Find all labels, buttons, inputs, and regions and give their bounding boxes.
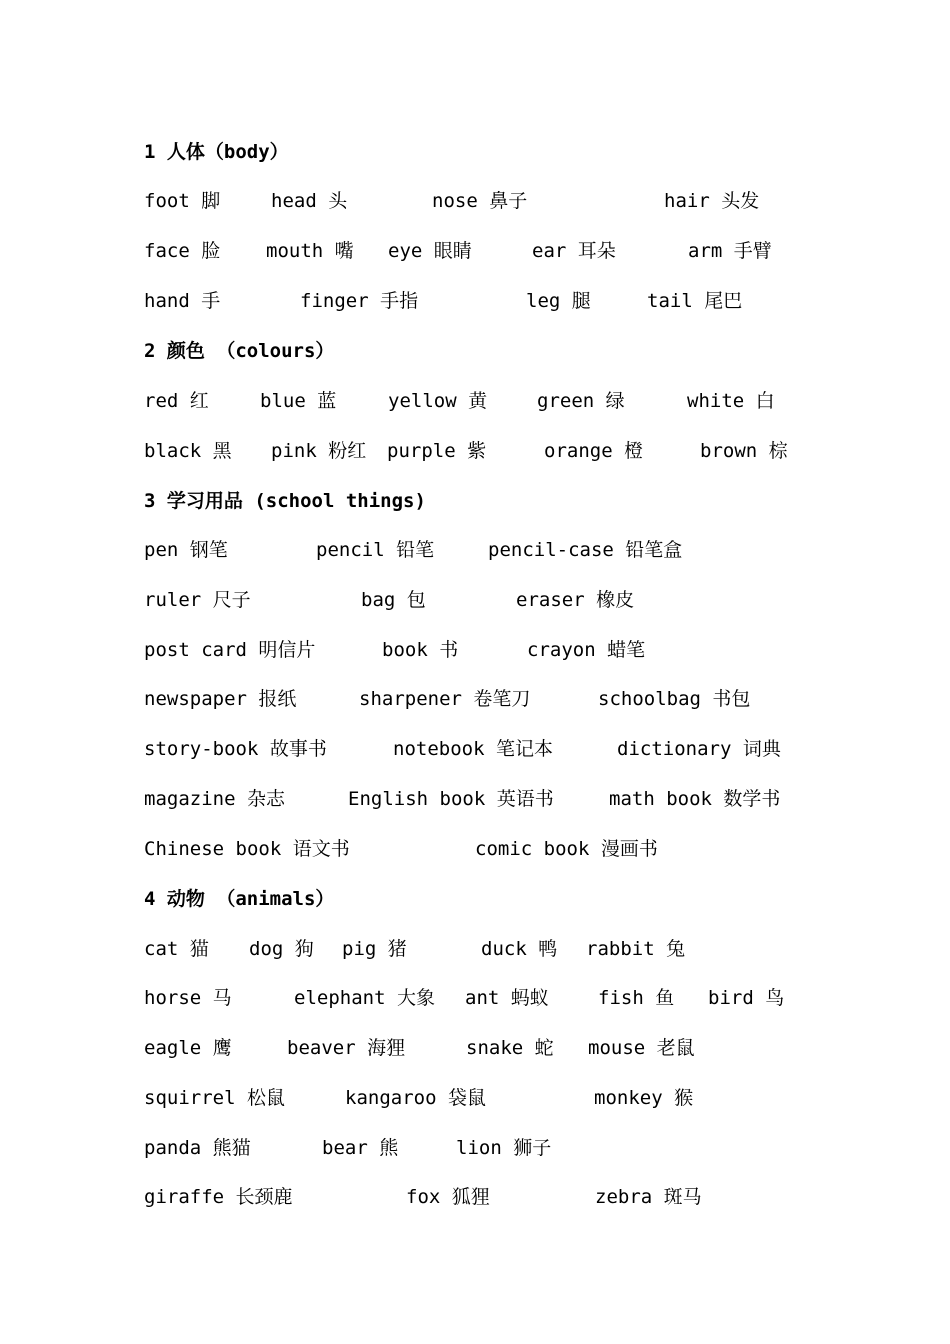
- section-heading-animals: [0, 884, 950, 914]
- word-item: eye 眼睛: [388, 240, 472, 262]
- word-item: cat 猫: [144, 938, 209, 960]
- word-row: [0, 1083, 950, 1113]
- word-row: [0, 983, 950, 1013]
- word-row: [0, 834, 950, 864]
- word-item: duck 鸭: [481, 938, 558, 960]
- word-item: schoolbag 书包: [598, 688, 751, 710]
- word-item: horse 马: [144, 987, 232, 1009]
- word-item: green 绿: [537, 390, 625, 412]
- word-item: fox 狐狸: [406, 1186, 490, 1208]
- word-item: zebra 斑马: [595, 1186, 702, 1208]
- word-item: bear 熊: [322, 1137, 399, 1159]
- word-item: brown 棕: [700, 440, 788, 462]
- word-row: [0, 1033, 950, 1063]
- word-item: hair 头发: [664, 190, 760, 212]
- word-item: head 头: [271, 190, 348, 212]
- word-item: snake 蛇: [466, 1037, 554, 1059]
- word-row: [0, 635, 950, 665]
- word-item: red 红: [144, 390, 209, 412]
- word-item: white 白: [687, 390, 775, 412]
- word-item: newspaper 报纸: [144, 688, 297, 710]
- word-item: pen 钢笔: [144, 539, 228, 561]
- word-row: [0, 585, 950, 615]
- word-item: nose 鼻子: [432, 190, 528, 212]
- word-item: eraser 橡皮: [516, 589, 635, 611]
- word-item: pencil 铅笔: [316, 539, 435, 561]
- word-item: orange 橙: [544, 440, 644, 462]
- word-item: purple 紫: [387, 440, 487, 462]
- word-row: [0, 236, 950, 266]
- word-item: elephant 大象: [294, 987, 435, 1009]
- word-row: [0, 1133, 950, 1163]
- word-item: book 书: [382, 639, 459, 661]
- word-item: foot 脚: [144, 190, 221, 212]
- section-heading: 2 颜色 （colours）: [144, 340, 335, 362]
- word-item: leg 腿: [526, 290, 591, 312]
- word-item: beaver 海狸: [287, 1037, 406, 1059]
- word-item: lion 狮子: [456, 1137, 552, 1159]
- section-heading: 1 人体（body）: [144, 141, 289, 163]
- word-item: giraffe 长颈鹿: [144, 1186, 293, 1208]
- word-item: post card 明信片: [144, 639, 316, 661]
- section-heading: 4 动物 （animals）: [144, 888, 335, 910]
- word-item: panda 熊猫: [144, 1137, 251, 1159]
- word-item: finger 手指: [300, 290, 419, 312]
- word-item: crayon 蜡笔: [527, 639, 646, 661]
- word-item: pencil-case 铅笔盒: [488, 539, 683, 561]
- word-row: [0, 386, 950, 416]
- word-item: notebook 笔记本: [393, 738, 553, 760]
- word-item: yellow 黄: [388, 390, 488, 412]
- word-row: [0, 934, 950, 964]
- word-row: [0, 286, 950, 316]
- word-item: bird 鸟: [708, 987, 785, 1009]
- word-item: ant 蚂蚁: [465, 987, 549, 1009]
- word-row: [0, 436, 950, 466]
- word-item: math book 数学书: [609, 788, 781, 810]
- word-item: arm 手臂: [688, 240, 772, 262]
- word-item: mouse 老鼠: [588, 1037, 695, 1059]
- section-heading-school-things: [0, 486, 950, 516]
- word-item: fish 鱼: [598, 987, 675, 1009]
- word-item: bag 包: [361, 589, 426, 611]
- word-item: rabbit 兔: [586, 938, 686, 960]
- word-row: [0, 186, 950, 216]
- word-item: dictionary 词典: [617, 738, 781, 760]
- word-item: ruler 尺子: [144, 589, 251, 611]
- word-item: eagle 鹰: [144, 1037, 232, 1059]
- word-item: monkey 猴: [594, 1087, 694, 1109]
- section-heading: 3 学习用品 (school things): [144, 490, 426, 512]
- word-item: mouth 嘴: [266, 240, 354, 262]
- word-item: face 脸: [144, 240, 221, 262]
- word-item: sharpener 卷笔刀: [359, 688, 531, 710]
- word-item: squirrel 松鼠: [144, 1087, 285, 1109]
- word-row: [0, 1182, 950, 1212]
- word-item: dog 狗: [249, 938, 314, 960]
- word-item: blue 蓝: [260, 390, 337, 412]
- word-item: tail 尾巴: [647, 290, 743, 312]
- word-row: [0, 784, 950, 814]
- word-item: kangaroo 袋鼠: [345, 1087, 486, 1109]
- word-item: Chinese book 语文书: [144, 838, 350, 860]
- word-item: comic book 漫画书: [475, 838, 658, 860]
- word-item: English book 英语书: [348, 788, 554, 810]
- word-item: pig 猪: [342, 938, 407, 960]
- word-item: ear 耳朵: [532, 240, 616, 262]
- word-item: story-book 故事书: [144, 738, 327, 760]
- section-heading-body: [0, 137, 950, 167]
- word-item: pink 粉红: [271, 440, 367, 462]
- word-row: [0, 684, 950, 714]
- section-heading-colours: [0, 336, 950, 366]
- word-item: hand 手: [144, 290, 221, 312]
- word-row: [0, 535, 950, 565]
- word-item: black 黑: [144, 440, 232, 462]
- word-item: magazine 杂志: [144, 788, 285, 810]
- word-row: [0, 734, 950, 764]
